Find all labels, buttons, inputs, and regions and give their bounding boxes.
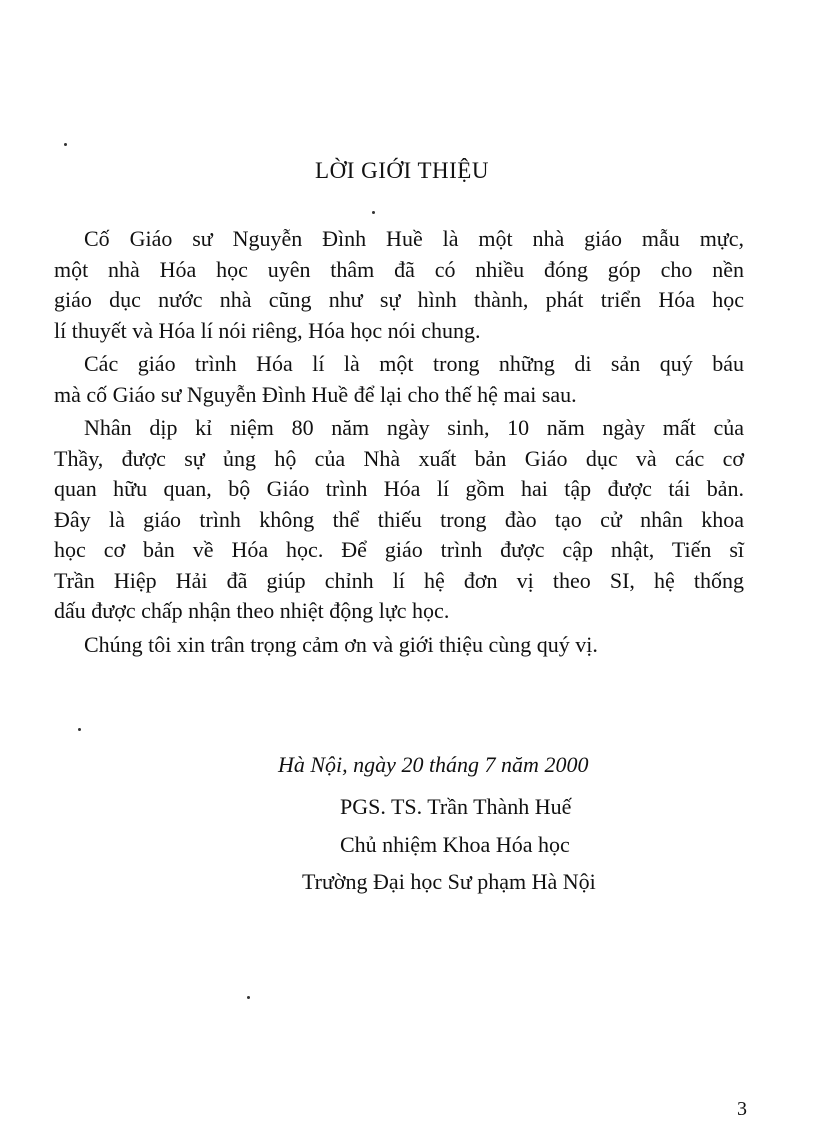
text-line: một nhà Hóa học uyên thâm đã có nhiều đóng góp cho nền [54, 256, 744, 282]
text-line: Trần Hiệp Hải đã giúp chỉnh lí hệ đơn vị theo SI, hệ thống [54, 567, 744, 593]
paragraph-3 [54, 413, 744, 627]
text-line: Cố Giáo sư Nguyễn Đình Huề là một nhà giáo mẫu mực, [84, 226, 744, 251]
page-title: LỜI GIỚI THIỆU [315, 158, 489, 183]
scan-speck [372, 211, 375, 214]
place-date: Hà Nội, ngày 20 tháng 7 năm 2000 [278, 752, 589, 777]
text-line: giáo dục nước nhà cũng như sự hình thành, phát triển Hóa học [54, 287, 744, 312]
text-line: học cơ bản về Hóa học. Để giáo trình được cập nhật, Tiến sĩ [54, 537, 744, 562]
text-line: lí thuyết và Hóa lí nói riêng, Hóa học nói chung. [54, 317, 481, 343]
paragraph-2 [54, 349, 744, 410]
paragraph-4 [54, 630, 744, 661]
document-body [54, 224, 744, 663]
text-line: mà cố Giáo sư Nguyễn Đình Huề để lại cho thế hệ mai sau. [54, 381, 577, 407]
scan-speck [64, 143, 67, 146]
paragraph-1 [54, 224, 744, 346]
page-number: 3 [737, 1098, 747, 1120]
signature-name: PGS. TS. Trần Thành Huế [340, 794, 572, 819]
text-line: Các giáo trình Hóa lí là một trong những di sản quý báu [84, 351, 744, 376]
text-line: dấu được chấp nhận theo nhiệt động lực học. [54, 598, 450, 623]
text-line: Đây là giáo trình không thể thiếu trong đào tạo cử nhân khoa [54, 506, 744, 532]
signature-position: Chủ nhiệm Khoa Hóa học [340, 832, 570, 857]
text-line: Nhân dịp kỉ niệm 80 năm ngày sinh, 10 năm ngày mất của [84, 415, 744, 440]
signature-institution: Trường Đại học Sư phạm Hà Nội [302, 869, 596, 894]
text-line: Chúng tôi xin trân trọng cảm ơn và giới thiệu cùng quý vị. [84, 631, 598, 657]
scan-speck [78, 728, 81, 731]
text-line: quan hữu quan, bộ Giáo trình Hóa lí gồm hai tập được tái bản. [54, 476, 744, 501]
scan-speck [247, 996, 250, 999]
text-line: Thầy, được sự ủng hộ của Nhà xuất bản Giáo dục và các cơ [54, 445, 744, 471]
